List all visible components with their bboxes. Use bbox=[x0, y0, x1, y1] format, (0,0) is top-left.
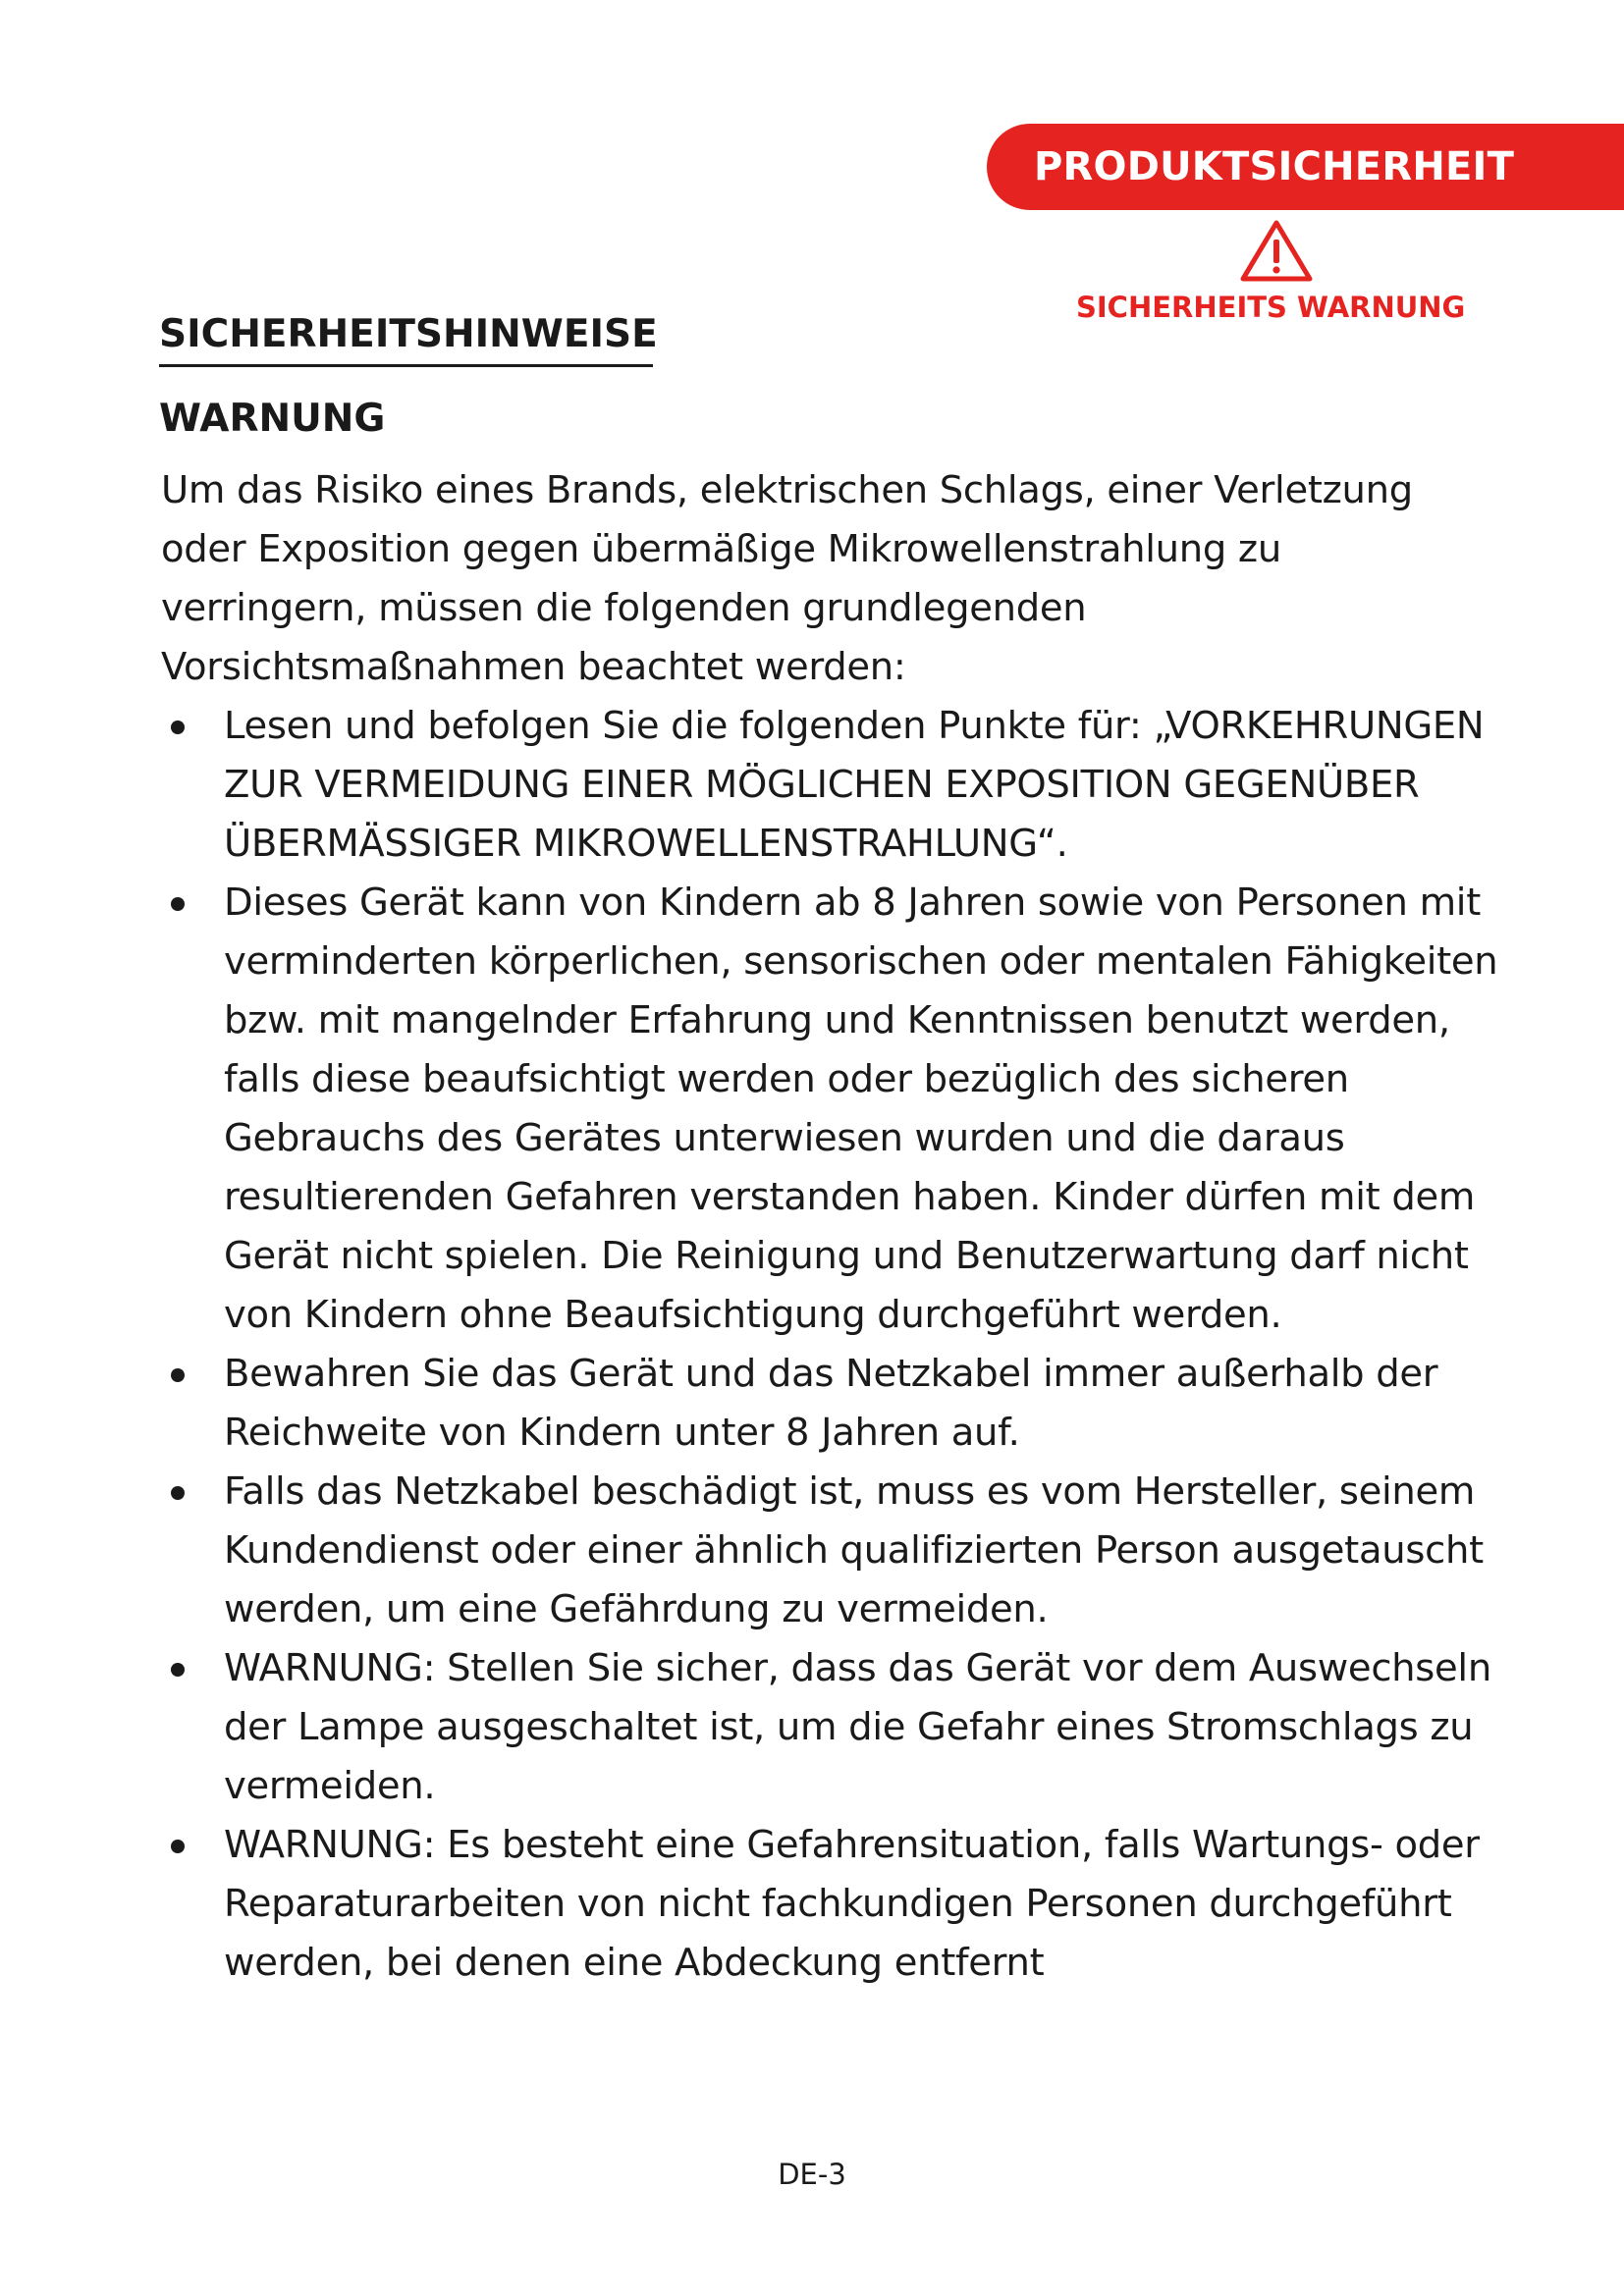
bullet-dot-icon bbox=[171, 897, 185, 911]
bullet-dot-icon bbox=[171, 1663, 185, 1677]
intro-paragraph: Um das Risiko eines Brands, elektrischen Schlags, einer Verletzung oder Exposition gegen übermäßige Mikrowellenstrahlung zu verringern, müssen die folgenden grundlegenden Vorsichtsmaßnahmen beachtet werden: bbox=[161, 468, 1413, 689]
list-item bbox=[161, 1463, 1506, 1639]
warning-heading: WARNUNG bbox=[159, 397, 386, 441]
bullet-dot-icon bbox=[171, 1840, 185, 1853]
list-item-text: Lesen und befolgen Sie die folgenden Punkte für: „VORKEHRUNGEN ZUR VERMEIDUNG EINER MÖGLICHEN EXPOSITION GEGENÜBER ÜBERMÄSSIGER MIKROWELLENSTRAHLUNG“. bbox=[224, 704, 1485, 866]
list-item-text: Bewahren Sie das Gerät und das Netzkabel immer außerhalb der Reichweite von Kindern unter 8 Jahren auf. bbox=[224, 1352, 1438, 1455]
list-item bbox=[161, 874, 1506, 1345]
section-title: SICHERHEITSHINWEISE bbox=[159, 312, 658, 356]
warning-triangle-icon bbox=[1239, 218, 1314, 283]
bullet-dot-icon bbox=[171, 1368, 185, 1382]
list-item-text: WARNUNG: Stellen Sie sicher, dass das Gerät vor dem Auswechseln der Lampe ausgeschaltet ist, um die Gefahr eines Stromschlags zu vermeiden. bbox=[224, 1646, 1491, 1808]
banner-label: PRODUKTSICHERHEIT bbox=[1034, 144, 1515, 189]
list-item bbox=[161, 697, 1506, 874]
safety-bullet-list bbox=[161, 697, 1506, 1993]
list-item-text: WARNUNG: Es besteht eine Gefahrensituation, falls Wartungs- oder Reparaturarbeiten von nicht fachkundigen Personen durchgeführt werden, bei denen eine Abdeckung entfernt bbox=[224, 1823, 1480, 1985]
list-item-text: Dieses Gerät kann von Kindern ab 8 Jahren sowie von Personen mit verminderten körperlichen, sensorischen oder mentalen Fähigkeiten bzw. mit mangelnder Erfahrung und Kenntnissen benutzt werden, falls diese beaufsichtigt werden oder bezüglich des sicheren Gebrauchs des Gerätes unterwiesen wurden und die daraus resultierenden Gefahren verstanden haben. Kinder dürfen mit dem Gerät nicht spielen. Die Reinigung und Benutzerwartung darf nicht von Kindern ohne Beaufsichtigung durchgeführt werden. bbox=[224, 881, 1498, 1337]
safety-warning-caption: SICHERHEITS WARNUNG bbox=[1076, 291, 1466, 324]
product-safety-banner bbox=[987, 124, 1624, 210]
bullet-dot-icon bbox=[171, 721, 185, 734]
list-item bbox=[161, 1345, 1506, 1463]
section-title-underline bbox=[159, 364, 653, 367]
page-number: DE-3 bbox=[778, 2158, 846, 2191]
list-item-text: Falls das Netzkabel beschädigt ist, muss es vom Hersteller, seinem Kundendienst oder einer ähnlich qualifizierten Person ausgetauscht werden, um eine Gefährdung zu vermeiden. bbox=[224, 1469, 1484, 1631]
list-item bbox=[161, 1639, 1506, 1816]
list-item bbox=[161, 1816, 1506, 1993]
bullet-dot-icon bbox=[171, 1486, 185, 1500]
